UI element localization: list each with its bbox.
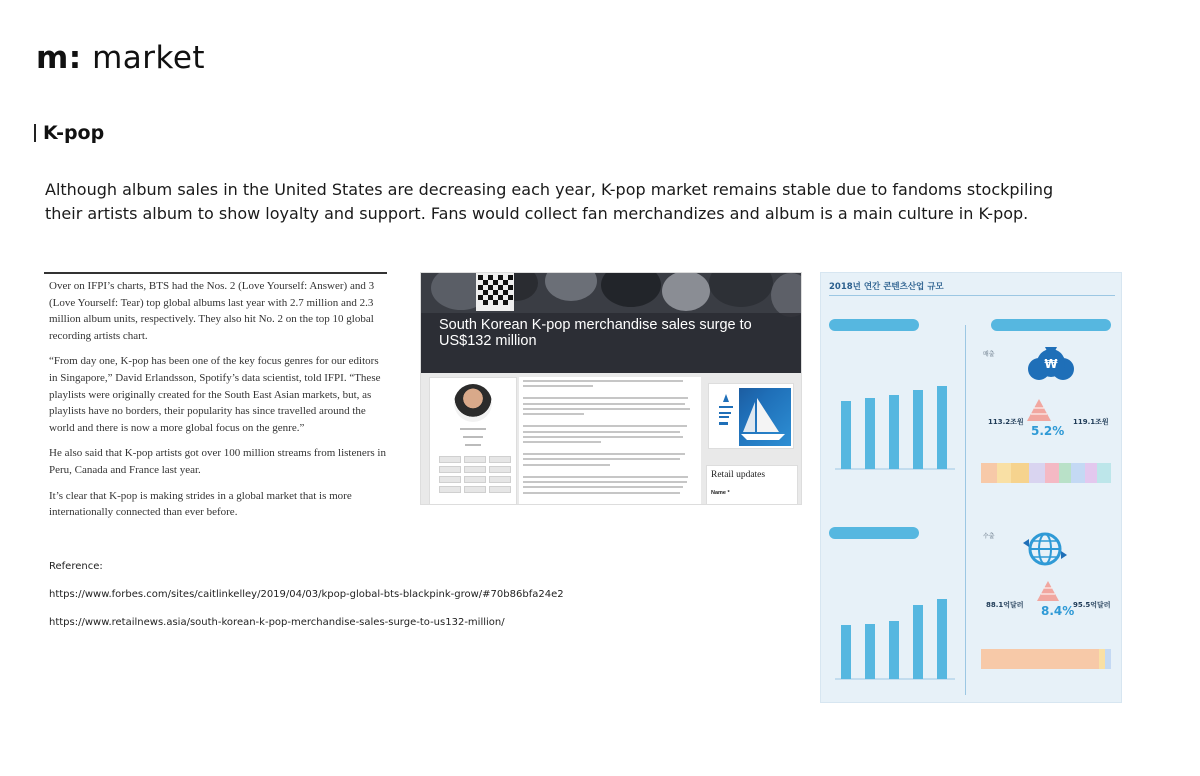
author-meta-line [463,436,483,438]
tag-chip[interactable] [439,466,461,473]
section-header [34,122,104,144]
tag-grid [439,456,511,493]
section-title: K-pop [43,122,105,144]
revenue-to: 119.1조원 [1073,418,1109,426]
retail-updates-widget [706,465,798,505]
tag-chip[interactable] [464,456,486,463]
tag-chip[interactable] [489,486,511,493]
growth-triangle-icon [1025,397,1053,423]
tag-chip[interactable] [464,466,486,473]
references-label: Reference: [49,561,103,572]
section-marker [34,124,36,142]
author-meta-line [465,444,481,446]
export-to: 95.5억달러 [1073,601,1111,609]
divider [829,295,1115,296]
revenue-bar-chart [835,365,955,475]
revenue-export-pill [991,319,1111,331]
reference-link[interactable]: https://www.retailnews.asia/south-korean-k-pop-merchandise-sales-surge-to-us132-million/ [49,617,505,628]
logo-mark: m: [36,40,82,76]
svg-text:₩: ₩ [1044,357,1058,371]
reference-link[interactable]: https://www.forbes.com/sites/caitlinkelley/2019/04/03/kpop-global-bts-blackpink-grow/#70b86bfa24e2 [49,589,564,600]
news-hero-image [421,273,802,373]
intro-paragraph: Although album sales in the United States are decreasing each year, K-pop market remains stable due to fandoms stockpiling their artists album to show loyalty and support. Fans would collect fan merchandizes and album is a main culture in K-pop. [45,180,1054,223]
tag-chip[interactable] [489,476,511,483]
revenue-label: 매출 [983,352,995,358]
export-label: 수출 [983,534,995,540]
sailboat-icon [713,388,791,446]
export-trend-pill [829,527,919,539]
yacht-ad-image [713,388,791,446]
export-growth-pct: 8.4% [1041,604,1075,618]
revenue-trend-pill [829,319,919,331]
infographic-title: 2018년 연간 콘텐츠산업 규모 [829,282,944,292]
export-growth-triangle-icon [1035,579,1061,603]
author-name-line [460,428,486,430]
tag-chip[interactable] [489,466,511,473]
tag-chip[interactable] [439,476,461,483]
author-card [429,377,517,505]
tag-chip[interactable] [439,486,461,493]
tag-chip[interactable] [464,476,486,483]
divider-vertical [965,325,966,695]
tag-chip[interactable] [489,456,511,463]
news-screenshot [420,272,802,505]
news-body [421,373,802,505]
brand-logo [36,40,205,76]
export-share-bar [981,645,1111,675]
avatar [454,384,492,422]
infographic [820,272,1122,703]
article-paragraph: Over on IFPI’s charts, BTS had the Nos. 2 (Love Yourself: Answer) and 3 (Love Yourself: Tear) top global albums last year with 2.7 million and 2.3 million album units, respectively. They also hit No. 2 on the top 10 global recording artists chart. [49,280,375,342]
ad-banner[interactable] [708,383,794,449]
references [49,561,564,645]
export-bar-chart [835,573,955,685]
article-text-column [519,377,701,505]
article-paragraph: He also said that K-pop artists got over 100 million streams from listeners in Peru, Canada and France last year. [49,447,386,476]
export-from: 88.1억달러 [986,601,1024,609]
revenue-growth-pct: 5.2% [1031,424,1065,438]
name-field-label: Name * [711,490,730,496]
article-paragraph: It’s clear that K-pop is making strides in a global market that is more internationally connected than ever before. [49,489,352,519]
tag-chip[interactable] [464,486,486,493]
article-paragraph: “From day one, K-pop has been one of the key focus genres for our editors in Singapore,” David Erlandsson, Spotify’s data scientist, told IFPI. “These playlists were originally created for the South East Asian markets, but, as playlists have no borders, their popularity has since travelled around the world and there is now a more global focus on the genre.” [49,355,381,434]
revenue-from: 113.2조원 [988,418,1024,426]
article-excerpt [44,272,387,530]
logo-text: market [92,40,206,76]
retail-updates-title: Retail updates [711,470,766,480]
tag-chip[interactable] [439,456,461,463]
news-headline: South Korean K-pop merchandise sales surge to US$132 million [439,317,752,349]
money-bag-icon [1027,343,1075,385]
revenue-share-bar [981,459,1111,489]
globe-trade-icon [1021,527,1069,571]
